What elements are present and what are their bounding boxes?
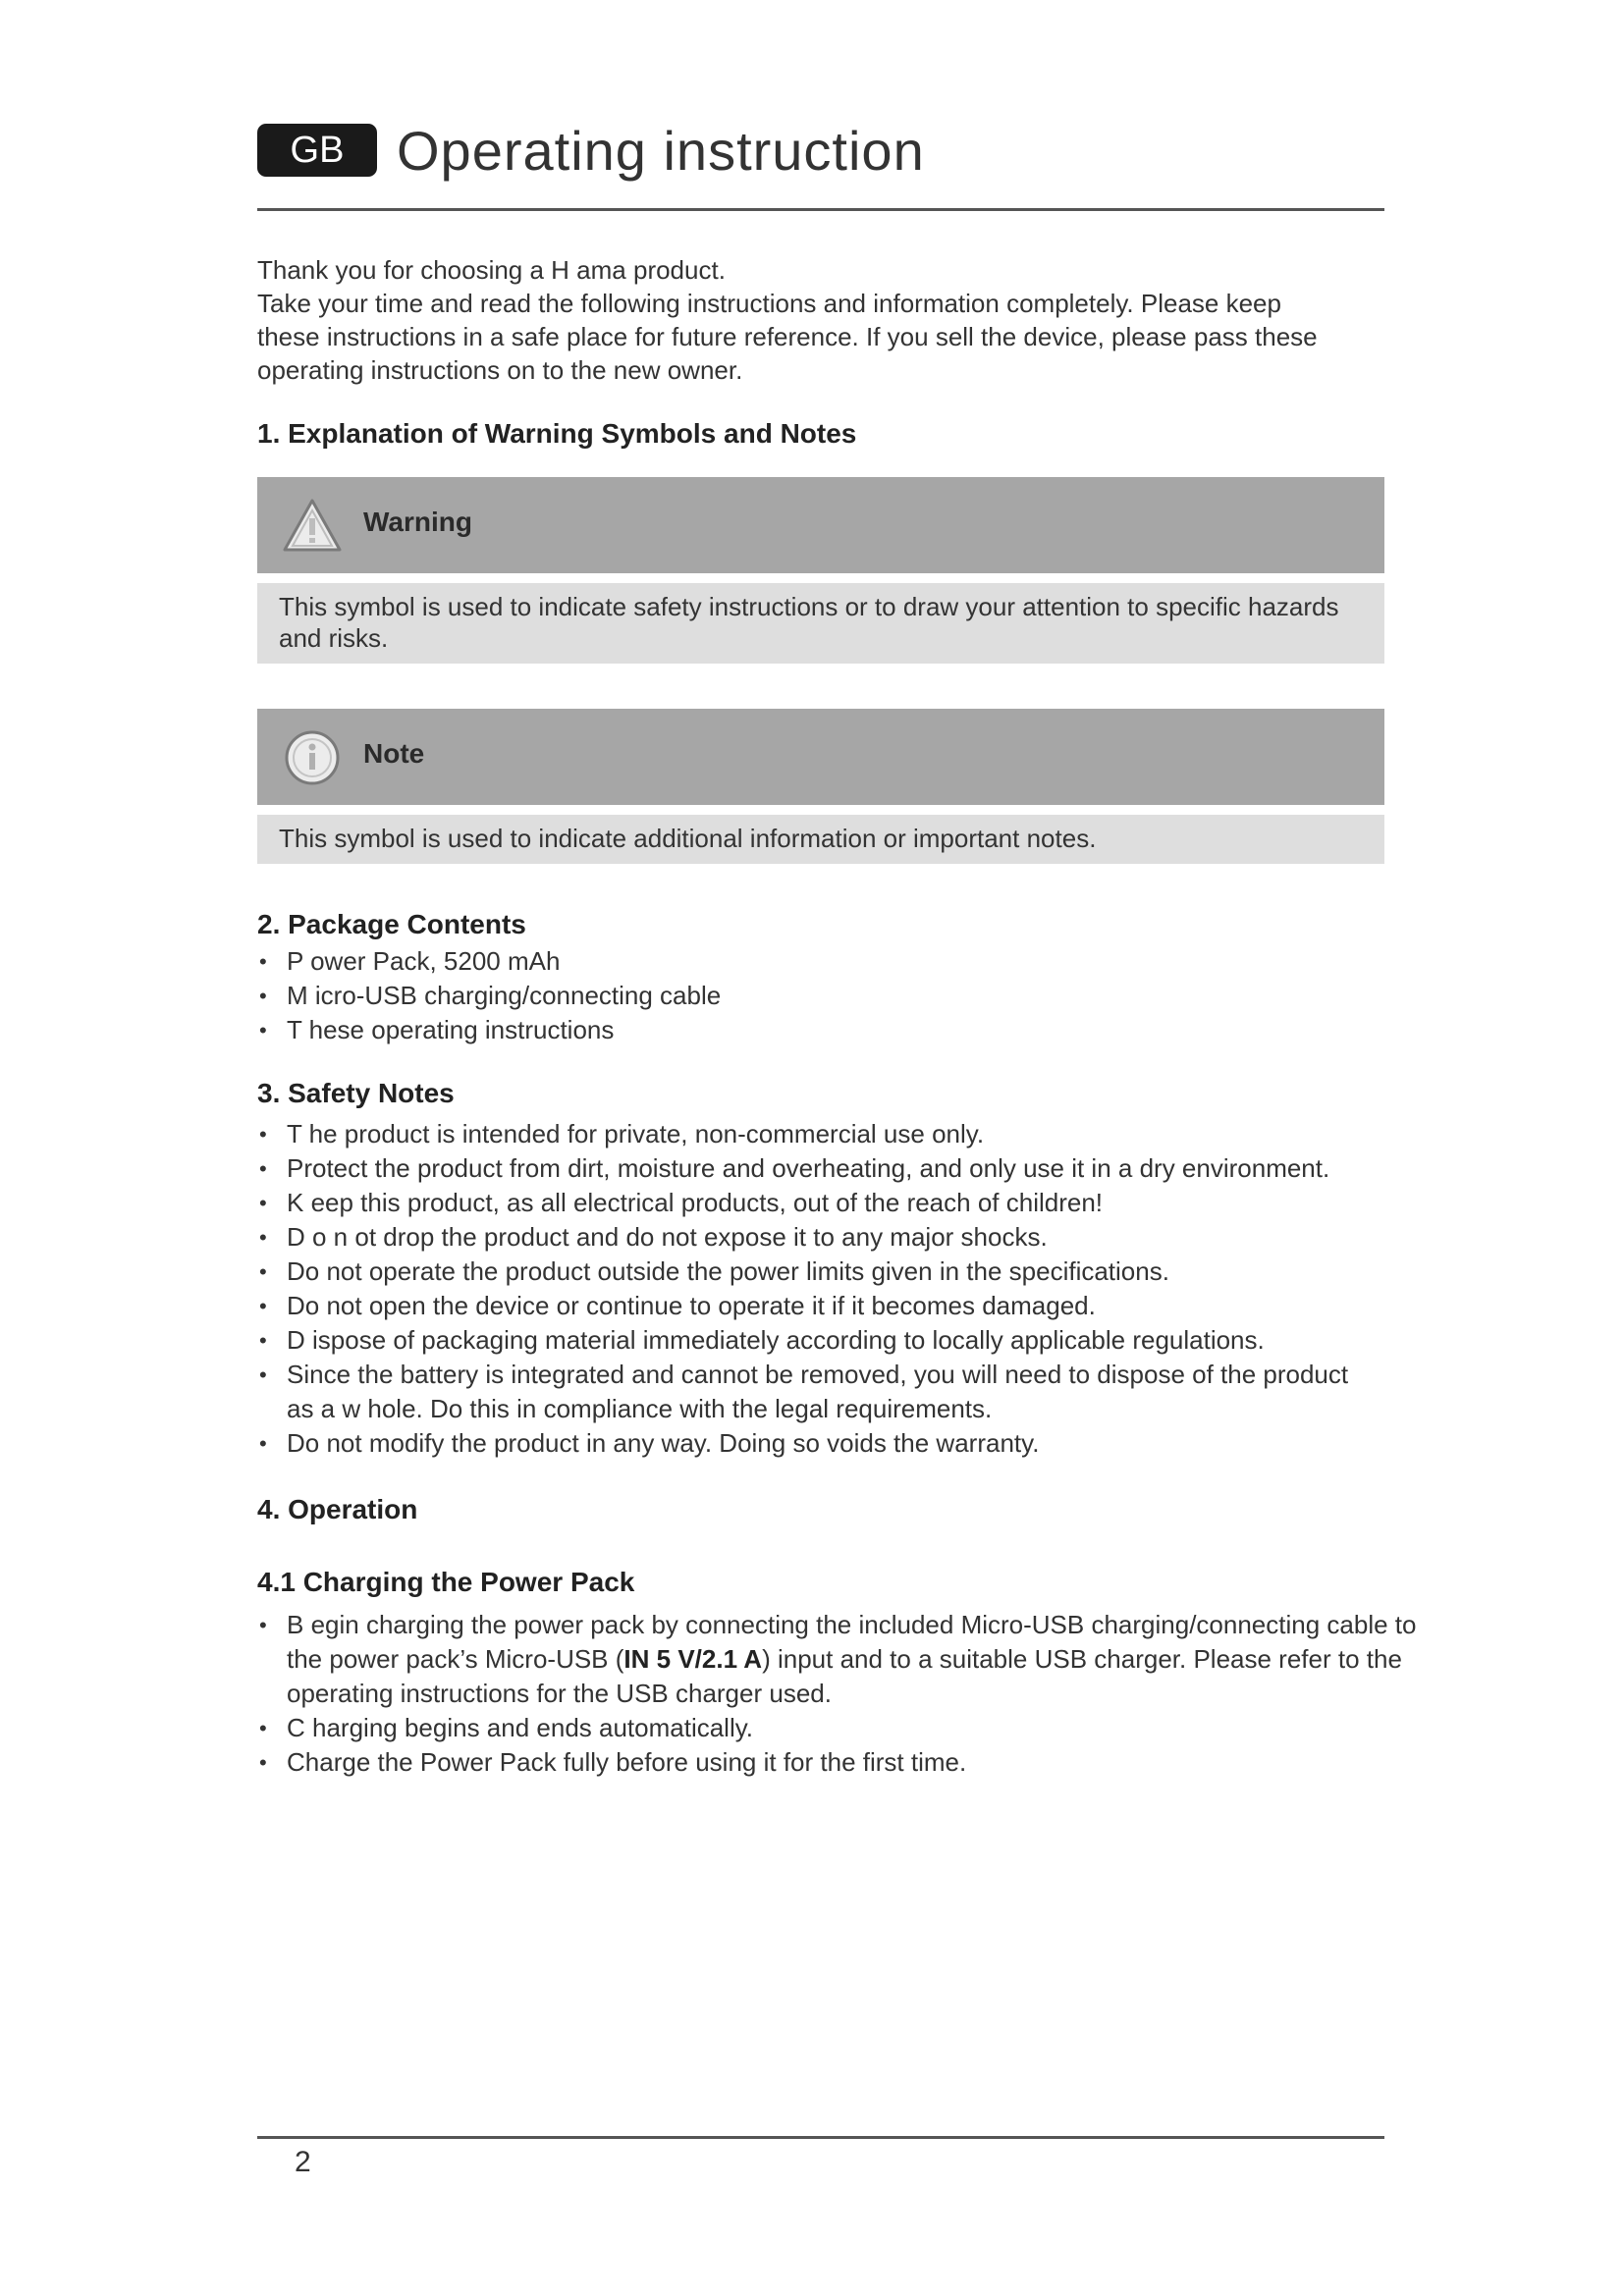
note-callout-header (257, 709, 1384, 805)
page-header (257, 116, 1384, 210)
language-badge: GB (257, 124, 377, 177)
warning-triangle-icon (281, 497, 344, 556)
warning-callout-header (257, 477, 1384, 573)
section-heading-4: 4. Operation (257, 1494, 418, 1524)
intro-text (257, 253, 1337, 387)
input-spec: IN 5 V/2.1 A (623, 1644, 763, 1674)
footer-divider (257, 2136, 1384, 2139)
note-description: This symbol is used to indicate additional information or important notes. (257, 815, 1384, 864)
note-callout (257, 709, 1384, 864)
intro-line-1: Thank you for choosing a H ama product. (257, 255, 726, 285)
list-item: • C harging begins and ends automatically. (257, 1711, 1445, 1745)
list-item: • Do not modify the product in any way. Doing so voids the warranty. (257, 1426, 1377, 1461)
charging-step-1-text-end: ) input and to a suitable USB charger. Please refer to the operating instructions for the USB charger used. (287, 1644, 1402, 1708)
list-item: • Protect the product from dirt, moisture and overheating, and only use it in a dry environment. (257, 1151, 1377, 1186)
section-heading-3: 3. Safety Notes (257, 1078, 455, 1108)
package-contents-list (257, 944, 1435, 1047)
charging-list (257, 1608, 1445, 1780)
list-item: • M icro-USB charging/connecting cable (257, 979, 1435, 1013)
list-item: • D ispose of packaging material immediately according to locally applicable regulations. (257, 1323, 1377, 1358)
list-item: • Since the battery is integrated and cannot be removed, you will need to dispose of the product as a w hole. Do this in compliance with the legal requirements. (257, 1358, 1377, 1426)
charging-step-1-text: B egin charging the power pack by connecting the included Micro-USB charging/connecting cable to the power pack’s Micro-USB ( (287, 1610, 1417, 1674)
list-item: • K eep this product, as all electrical products, out of the reach of children! (257, 1186, 1377, 1220)
subsection-heading-4-1: 4.1 Charging the Power Pack (257, 1567, 635, 1597)
warning-description: This symbol is used to indicate safety instructions or to draw your attention to specific hazards and risks. (257, 583, 1384, 664)
note-label: Note (363, 738, 425, 769)
page-number: 2 (295, 2146, 311, 2178)
list-item: • D o n ot drop the product and do not expose it to any major shocks. (257, 1220, 1377, 1255)
warning-label: Warning (363, 507, 472, 537)
list-item: • Do not open the device or continue to operate it if it becomes damaged. (257, 1289, 1377, 1323)
list-item: • Do not operate the product outside the power limits given in the specifications. (257, 1255, 1377, 1289)
safety-notes-list (257, 1117, 1377, 1461)
info-circle-icon (281, 728, 344, 787)
section-heading-1: 1. Explanation of Warning Symbols and Notes (257, 418, 857, 449)
section-heading-2: 2. Package Contents (257, 909, 526, 939)
list-item: • Charge the Power Pack fully before using it for the first time. (257, 1745, 1445, 1780)
page-title: Operating instruction (397, 120, 925, 182)
warning-callout (257, 477, 1384, 664)
intro-line-2: Take your time and read the following instructions and information completely. Please keep these instructions in a safe place for future reference. If you sell the device, please pass these operating instructions on to the new owner. (257, 289, 1318, 385)
header-divider (257, 208, 1384, 211)
list-item: • P ower Pack, 5200 mAh (257, 944, 1435, 979)
list-item: • T hese operating instructions (257, 1013, 1435, 1047)
list-item: • T he product is intended for private, non-commercial use only. (257, 1117, 1377, 1151)
list-item (257, 1608, 1445, 1711)
